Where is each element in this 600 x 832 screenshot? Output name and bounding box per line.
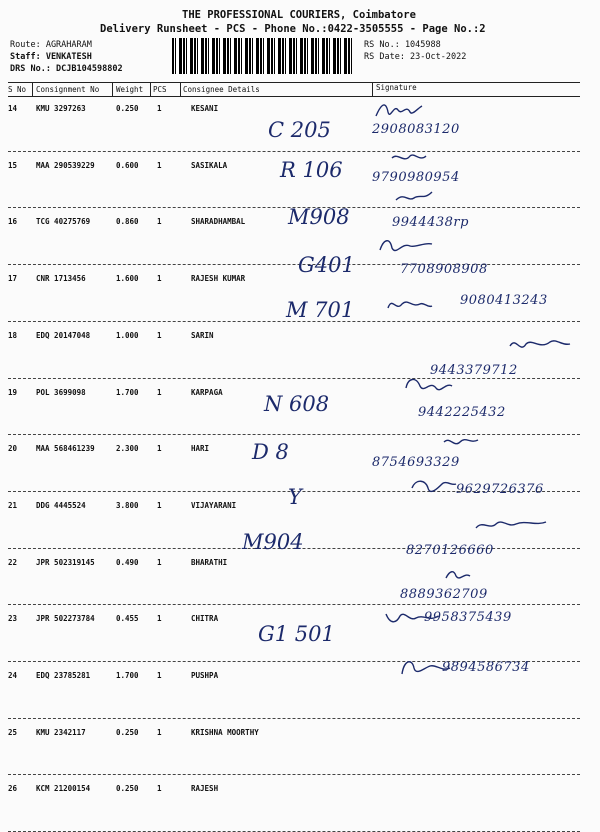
row-consignee-name: CHITRA — [191, 614, 219, 624]
row-consignee-name: KARPAGA — [191, 387, 223, 397]
row-consignment-no: KMU 2342117 — [36, 727, 86, 737]
row-consignee-name: PUSHPA — [191, 671, 219, 680]
row-handwritten-phone: 9080413243 — [460, 293, 548, 308]
row-consignment-no: JPR 502273784 — [36, 614, 95, 624]
row-consignee-name: KRISHNA MOORTHY — [191, 727, 259, 737]
row-separator — [8, 151, 580, 152]
col-divider — [372, 82, 373, 96]
row-handwritten-phone: 9443379712 — [430, 363, 518, 378]
row-signature — [384, 604, 464, 632]
table-header-rule — [8, 96, 580, 97]
row-pcs: 1 — [157, 784, 162, 794]
row-weight: 0.250 — [116, 104, 139, 113]
rs-number: RS No.: 1045988 — [364, 40, 441, 50]
row-sno: 15 — [8, 160, 18, 170]
row-signature — [442, 430, 522, 458]
row-handwritten-phone: 9944438rp — [392, 215, 469, 230]
row-pcs: 1 — [157, 387, 162, 397]
row-signature — [410, 474, 490, 502]
row-consignment-no: CNR 1713456 — [36, 274, 86, 284]
row-pcs: 1 — [157, 160, 162, 170]
table-top-rule — [8, 82, 580, 83]
row-pcs: 1 — [157, 671, 162, 680]
row-sno: 18 — [8, 330, 18, 340]
row-separator — [8, 718, 580, 719]
row-handwritten-phone: 7708908908 — [400, 262, 488, 277]
row-handwritten-address: Y — [288, 485, 302, 509]
rs-date: RS Date: 23-Oct-2022 — [364, 52, 467, 62]
row-sno: 25 — [8, 727, 18, 737]
col-divider — [112, 82, 113, 96]
row-handwritten-phone: 8754693329 — [372, 455, 460, 470]
row-consignment-no: MAA 290539229 — [36, 160, 95, 170]
col-sno: S No — [8, 85, 27, 94]
row-weight: 3.800 — [116, 500, 139, 510]
col-consignee: Consignee Details — [183, 85, 260, 94]
row-weight: 1.700 — [116, 671, 139, 680]
row-handwritten-address: M908 — [288, 205, 350, 229]
row-sno: 23 — [8, 614, 18, 624]
col-consignment: Consignment No — [36, 85, 100, 94]
row-sno: 22 — [8, 557, 18, 567]
col-divider — [180, 82, 181, 96]
row-handwritten-phone: 9894586734 — [442, 660, 530, 675]
row-pcs: 1 — [157, 217, 162, 227]
row-consignment-no: DDG 4445524 — [36, 500, 86, 510]
row-consignment-no: JPR 502319145 — [36, 557, 95, 567]
row-consignment-no: EDQ 23785281 — [36, 671, 91, 680]
row-pcs: 1 — [157, 104, 162, 113]
row-weight: 1.000 — [116, 330, 139, 340]
row-consignee-name: BHARATHI — [191, 557, 228, 567]
document-subtitle: Delivery Runsheet - PCS - Phone No.:0422-3505555 - Page No.:2 — [100, 23, 486, 35]
row-handwritten-address: G401 — [298, 253, 355, 277]
row-signature — [390, 146, 470, 174]
row-sno: 16 — [8, 217, 18, 227]
row-sno: 21 — [8, 500, 18, 510]
row-consignee-name: VIJAYARANI — [191, 500, 237, 510]
row-pcs: 1 — [157, 274, 162, 284]
row-handwritten-phone: 9442225432 — [418, 405, 506, 420]
row-weight: 2.300 — [116, 444, 139, 454]
row-handwritten-phone: 9629726376 — [456, 482, 544, 497]
row-pcs: 1 — [157, 444, 162, 454]
row-signature — [404, 372, 484, 400]
row-handwritten-phone: 9790980954 — [372, 170, 460, 185]
row-signature — [374, 98, 454, 126]
row-separator — [8, 774, 580, 775]
row-handwritten-address: C 205 — [268, 118, 331, 142]
row-sno: 20 — [8, 444, 18, 454]
row-handwritten-phone: 8270126660 — [406, 543, 494, 558]
col-divider — [32, 82, 33, 96]
drs-number: DRS No.: DCJB104598802 — [10, 64, 123, 74]
row-consignment-no: POL 3699098 — [36, 387, 86, 397]
row-handwritten-address: M 701 — [286, 298, 355, 322]
row-weight: 0.455 — [116, 614, 139, 624]
row-signature — [400, 654, 480, 682]
row-consignment-no: KCM 21200154 — [36, 784, 91, 794]
row-consignee-name: KESANI — [191, 104, 219, 113]
row-sno: 26 — [8, 784, 18, 794]
row-handwritten-address: R 106 — [280, 158, 343, 182]
row-handwritten-address: M904 — [242, 530, 304, 554]
row-weight: 1.600 — [116, 274, 139, 284]
row-weight: 0.600 — [116, 160, 139, 170]
row-weight: 0.250 — [116, 784, 139, 794]
row-signature — [444, 564, 524, 592]
row-pcs: 1 — [157, 330, 162, 340]
row-signature — [474, 514, 554, 542]
row-sno: 17 — [8, 274, 18, 284]
row-weight: 0.490 — [116, 557, 139, 567]
row-consignee-name: RAJESH KUMAR — [191, 274, 246, 284]
row-signature — [378, 232, 458, 260]
row-consignment-no: KMU 3297263 — [36, 104, 86, 113]
row-consignment-no: TCG 40275769 — [36, 217, 91, 227]
col-divider — [150, 82, 151, 96]
row-weight: 1.700 — [116, 387, 139, 397]
row-sno: 24 — [8, 671, 18, 680]
row-consignee-name: HARI — [191, 444, 210, 454]
row-signature — [508, 332, 588, 360]
row-handwritten-address: G1 501 — [258, 622, 335, 646]
row-consignee-name: SARIN — [191, 330, 214, 340]
row-weight: 0.250 — [116, 727, 139, 737]
row-pcs: 1 — [157, 500, 162, 510]
row-signature — [386, 292, 466, 320]
row-handwritten-phone: 9958375439 — [424, 610, 512, 625]
row-consignee-name: SHARADHAMBAL — [191, 217, 246, 227]
barcode — [172, 38, 352, 74]
row-signature — [394, 186, 474, 214]
row-consignment-no: EDQ 20147048 — [36, 330, 91, 340]
col-weight: Weight — [116, 85, 144, 94]
row-handwritten-address: D 8 — [252, 440, 289, 464]
row-separator — [8, 604, 580, 605]
row-handwritten-phone: 2908083120 — [372, 122, 460, 137]
row-pcs: 1 — [157, 727, 162, 737]
route: Route: AGRAHARAM — [10, 40, 92, 50]
row-separator — [8, 264, 580, 265]
row-weight: 0.860 — [116, 217, 139, 227]
col-pcs: PCS — [153, 85, 167, 94]
row-consignment-no: MAA 568461239 — [36, 444, 95, 454]
row-pcs: 1 — [157, 614, 162, 624]
document-title: THE PROFESSIONAL COURIERS, Coimbatore — [182, 9, 416, 21]
row-sno: 14 — [8, 104, 18, 113]
col-signature: Signature — [376, 83, 417, 92]
row-consignee-name: RAJESH — [191, 784, 219, 794]
row-handwritten-address: N 608 — [264, 392, 330, 416]
row-handwritten-phone: 8889362709 — [400, 587, 488, 602]
row-sno: 19 — [8, 387, 18, 397]
staff: Staff: VENKATESH — [10, 52, 92, 62]
row-pcs: 1 — [157, 557, 162, 567]
row-consignee-name: SASIKALA — [191, 160, 228, 170]
